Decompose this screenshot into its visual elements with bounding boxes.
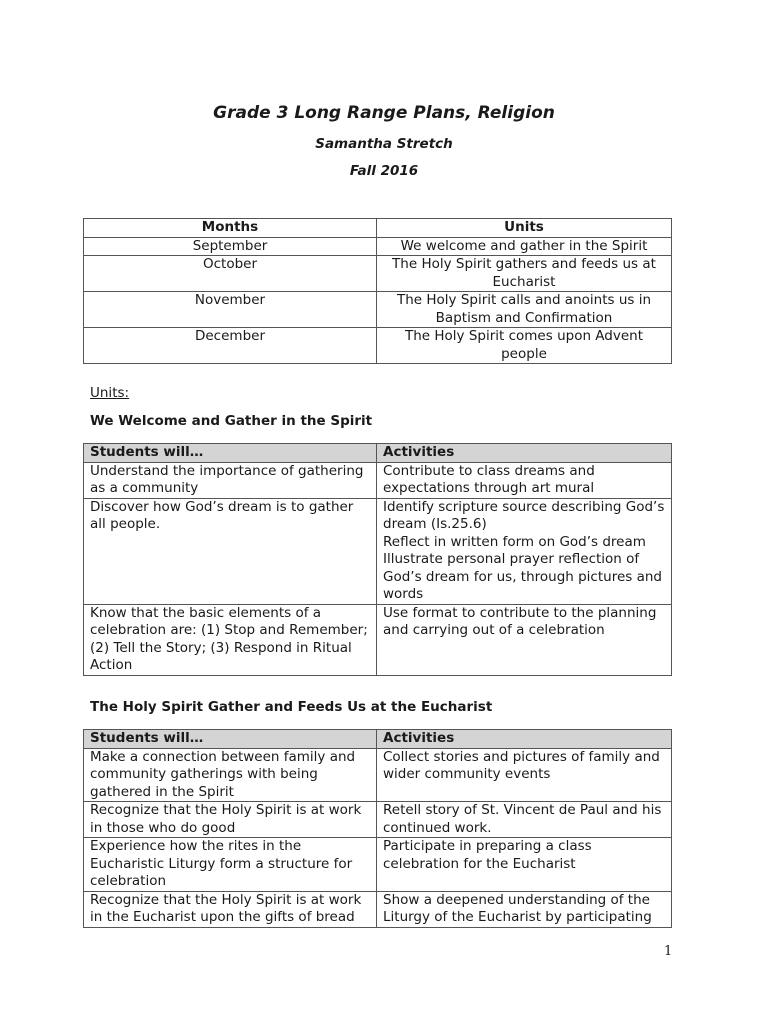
unit-cell: The Holy Spirit gathers and feeds us at Eucharist	[377, 256, 672, 292]
month-cell: December	[84, 328, 377, 364]
activities-cell	[377, 802, 672, 838]
unit2-heading: The Holy Spirit Gather and Feeds Us at the Eucharist	[90, 699, 493, 715]
students-header: Students will…	[84, 730, 377, 749]
unit1-table	[83, 443, 672, 676]
unit-cell: The Holy Spirit comes upon Advent people	[377, 328, 672, 364]
activity-line: Contribute to class dreams and expectations through art mural	[383, 462, 595, 496]
activity-line: Illustrate personal prayer reflection of God’s dream for us, through pictures and words	[383, 551, 662, 602]
table-row	[84, 256, 672, 292]
activities-cell	[377, 891, 672, 927]
month-cell: October	[84, 256, 377, 292]
units-label: Units:	[90, 385, 130, 401]
months-header: Months	[84, 219, 377, 238]
activity-line: Show a deepened understanding of the Liturgy of the Eucharist by participating	[383, 891, 652, 925]
term-label: Fall 2016	[349, 163, 419, 179]
activities-header: Activities	[377, 444, 672, 463]
unit-cell: The Holy Spirit calls and anoints us in Baptism and Confirmation	[377, 292, 672, 328]
activities-cell	[377, 748, 672, 802]
unit-cell: We welcome and gather in the Spirit	[377, 237, 672, 256]
table-row	[84, 748, 672, 802]
students-header: Students will…	[84, 444, 377, 463]
students-cell: Make a connection between family and community gatherings with being gathered in the Spirit	[84, 748, 377, 802]
activities-header: Activities	[377, 730, 672, 749]
activity-line: Collect stories and pictures of family and wider community events	[383, 748, 660, 782]
table-row	[84, 462, 672, 498]
unit1-heading: We Welcome and Gather in the Spirit	[90, 413, 373, 429]
month-cell: September	[84, 237, 377, 256]
author-name: Samantha Stretch	[315, 136, 453, 152]
table-row	[84, 802, 672, 838]
table-row	[84, 838, 672, 892]
table-row	[84, 604, 672, 675]
activities-cell	[377, 604, 672, 675]
months-units-table	[83, 218, 672, 364]
units-header: Units	[377, 219, 672, 238]
table-header-row	[84, 730, 672, 749]
month-cell: November	[84, 292, 377, 328]
activities-cell	[377, 838, 672, 892]
activities-cell	[377, 498, 672, 604]
students-cell: Experience how the rites in the Eucharistic Liturgy form a structure for celebration	[84, 838, 377, 892]
table-row	[84, 237, 672, 256]
students-cell: Discover how God’s dream is to gather all people.	[84, 498, 377, 604]
unit2-table	[83, 729, 672, 928]
table-row	[84, 498, 672, 604]
table-row	[84, 891, 672, 927]
activity-line: Identify scripture source describing God’s dream (Is.25.6)	[383, 498, 665, 532]
activities-cell	[377, 462, 672, 498]
activity-line: Participate in preparing a class celebration for the Eucharist	[383, 838, 592, 872]
students-cell: Recognize that the Holy Spirit is at work in the Eucharist upon the gifts of bread	[84, 891, 377, 927]
students-cell: Understand the importance of gathering as a community	[84, 462, 377, 498]
activity-line: Retell story of St. Vincent de Paul and his continued work.	[383, 802, 662, 836]
students-cell: Recognize that the Holy Spirit is at work in those who do good	[84, 802, 377, 838]
table-header-row	[84, 444, 672, 463]
page-number: 1	[664, 944, 673, 959]
table-header-row	[84, 219, 672, 238]
document-title: Grade 3 Long Range Plans, Religion	[213, 103, 555, 123]
table-row	[84, 292, 672, 328]
students-cell: Know that the basic elements of a celebration are: (1) Stop and Remember; (2) Tell the Story; (3) Respond in Ritual Action	[84, 604, 377, 675]
activity-line: Reflect in written form on God’s dream	[383, 533, 646, 550]
activity-line: Use format to contribute to the planning and carrying out of a celebration	[383, 604, 657, 638]
table-row	[84, 328, 672, 364]
